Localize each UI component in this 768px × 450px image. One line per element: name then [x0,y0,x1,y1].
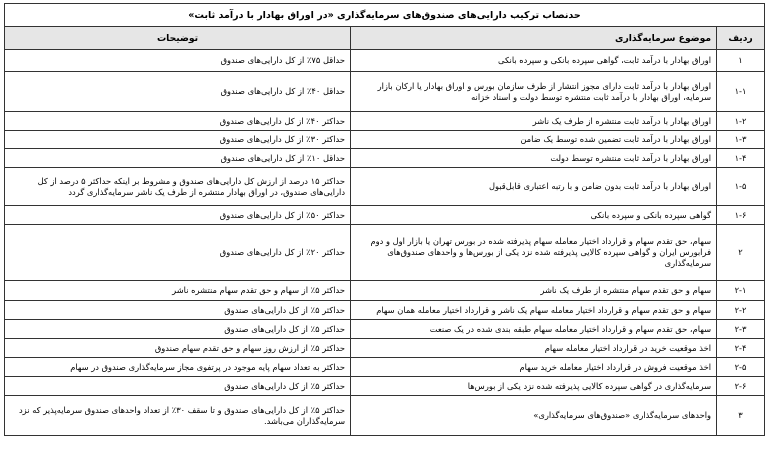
row-description: حداکثر ۵٪ از کل دارایی‌های صندوق و تا سقف ۳۰٪ از تعداد واحدهای صندوق سرمایه‌پذیر که نزد سرمایه‌گذاران می‌باشد. [5,396,351,436]
header-row-number: ردیف [717,27,765,50]
row-number: ۲-۳ [717,320,765,339]
header-row [5,27,765,50]
allocation-table-container [4,3,764,436]
table-row [5,301,765,320]
row-topic: اوراق بهادار با درآمد ثابت، گواهی سپرده بانکی و سپرده بانکی [351,50,717,72]
row-number: ۱ [717,50,765,72]
row-topic: سهام و حق تقدم سهام و قرارداد اختیار معامله سهام یک ناشر و قرارداد اختیار معامله همان سهام [351,301,717,320]
row-topic: سهام و حق تقدم سهام منتشره از طرف یک ناشر [351,281,717,301]
row-topic: گواهی سپرده بانکی و سپرده بانکی [351,206,717,225]
row-description: حداکثر ۵٪ از کل دارایی‌های صندوق [5,320,351,339]
table-row [5,225,765,281]
row-description: حداقل ۱۰٪ از کل دارایی‌های صندوق [5,149,351,168]
row-topic: اوراق بهادار با درآمد ثابت بدون ضامن و با رتبه اعتباری قابل‌قبول [351,168,717,206]
row-description: حداکثر ۲۰٪ از کل دارایی‌های صندوق [5,225,351,281]
row-number: ۲-۴ [717,339,765,358]
row-topic: اوراق بهادار با درآمد ثابت منتشره توسط دولت [351,149,717,168]
row-number: ۱-۱ [717,72,765,112]
table-row [5,358,765,377]
table-row [5,131,765,149]
row-topic: اخذ موقعیت خرید در قرارداد اختیار معامله سهام [351,339,717,358]
table-row [5,149,765,168]
header-topic: موضوع سرمایه‌گذاری [351,27,717,50]
table-row [5,112,765,131]
row-number: ۲-۲ [717,301,765,320]
row-description: حداکثر به تعداد سهام پایه موجود در پرتفوی مجاز سرمایه‌گذاری صندوق در سهام [5,358,351,377]
row-topic: اوراق بهادار با درآمد ثابت دارای مجوز انتشار از طرف سازمان بورس و اوراق بهادار یا ارکان بازار سرمایه، اوراق بهادار با درآمد ثابت منتشره توسط دولت و اسناد خزانه [351,72,717,112]
row-topic: سهام، حق تقدم سهام و قرارداد اختیار معامله سهام طبقه بندی شده در یک صنعت [351,320,717,339]
header-description: توضیحات [5,27,351,50]
allocation-table [4,3,765,436]
row-number: ۱-۳ [717,131,765,149]
row-description: حداکثر ۵٪ از کل دارایی‌های صندوق [5,301,351,320]
row-number: ۲-۶ [717,377,765,396]
row-description: حداکثر ۴۰٪ از کل دارایی‌های صندوق [5,112,351,131]
row-description: حداکثر ۳۰٪ از کل دارایی‌های صندوق [5,131,351,149]
row-description: حداکثر ۵۰٪ از کل دارایی‌های صندوق [5,206,351,225]
row-topic: اوراق بهادار با درآمد ثابت تضمین شده توسط یک ضامن [351,131,717,149]
row-topic: واحدهای سرمایه‌گذاری «صندوق‌های سرمایه‌گذاری» [351,396,717,436]
row-number: ۲ [717,225,765,281]
table-title: حدنصاب ترکیب دارایی‌های صندوق‌های سرمایه‌گذاری «در اوراق بهادار با درآمد ثابت» [5,4,765,27]
row-description: حداقل ۴۰٪ از کل دارایی‌های صندوق [5,72,351,112]
row-number: ۱-۴ [717,149,765,168]
title-row [5,4,765,27]
table-row [5,50,765,72]
row-number: ۱-۶ [717,206,765,225]
row-topic: اخذ موقعیت فروش در قرارداد اختیار معامله خرید سهام [351,358,717,377]
row-number: ۲-۵ [717,358,765,377]
row-description: حداکثر ۱۵ درصد از ارزش کل دارایی‌های صندوق و مشروط بر اینکه حداکثر ۵ درصد از کل دارایی‌های صندوق، در اوراق بهادار منتشره از طرف یک ناشر سرمایه‌گذاری گردد [5,168,351,206]
row-number: ۱-۲ [717,112,765,131]
table-row [5,72,765,112]
row-number: ۳ [717,396,765,436]
row-description: حداکثر ۵٪ از سهام و حق تقدم سهام منتشره ناشر [5,281,351,301]
table-row [5,377,765,396]
table-row [5,168,765,206]
row-number: ۱-۵ [717,168,765,206]
row-description: حداقل ۷۵٪ از کل دارایی‌های صندوق [5,50,351,72]
table-row [5,320,765,339]
row-topic: سرمایه‌گذاری در گواهی سپرده کالایی پذیرفته شده نزد یکی از بورس‌ها [351,377,717,396]
row-description: حداکثر ۵٪ از کل دارایی‌های صندوق [5,377,351,396]
row-topic: اوراق بهادار با درآمد ثابت منتشره از طرف یک ناشر [351,112,717,131]
row-topic: سهام، حق تقدم سهام و قرارداد اختیار معامله سهام پذیرفته شده در بورس تهران یا بازار اول و دوم فرابورس ایران و گواهی سپرده کالایی پذیرفته شده نزد یکی از بورس‌ها و واحدهای صندوق‌های سرمایه‌گذاری [351,225,717,281]
row-number: ۲-۱ [717,281,765,301]
row-description: حداکثر ۵٪ از ارزش روز سهام و حق تقدم سهام صندوق [5,339,351,358]
table-row [5,339,765,358]
table-row [5,396,765,436]
table-row [5,281,765,301]
table-row [5,206,765,225]
